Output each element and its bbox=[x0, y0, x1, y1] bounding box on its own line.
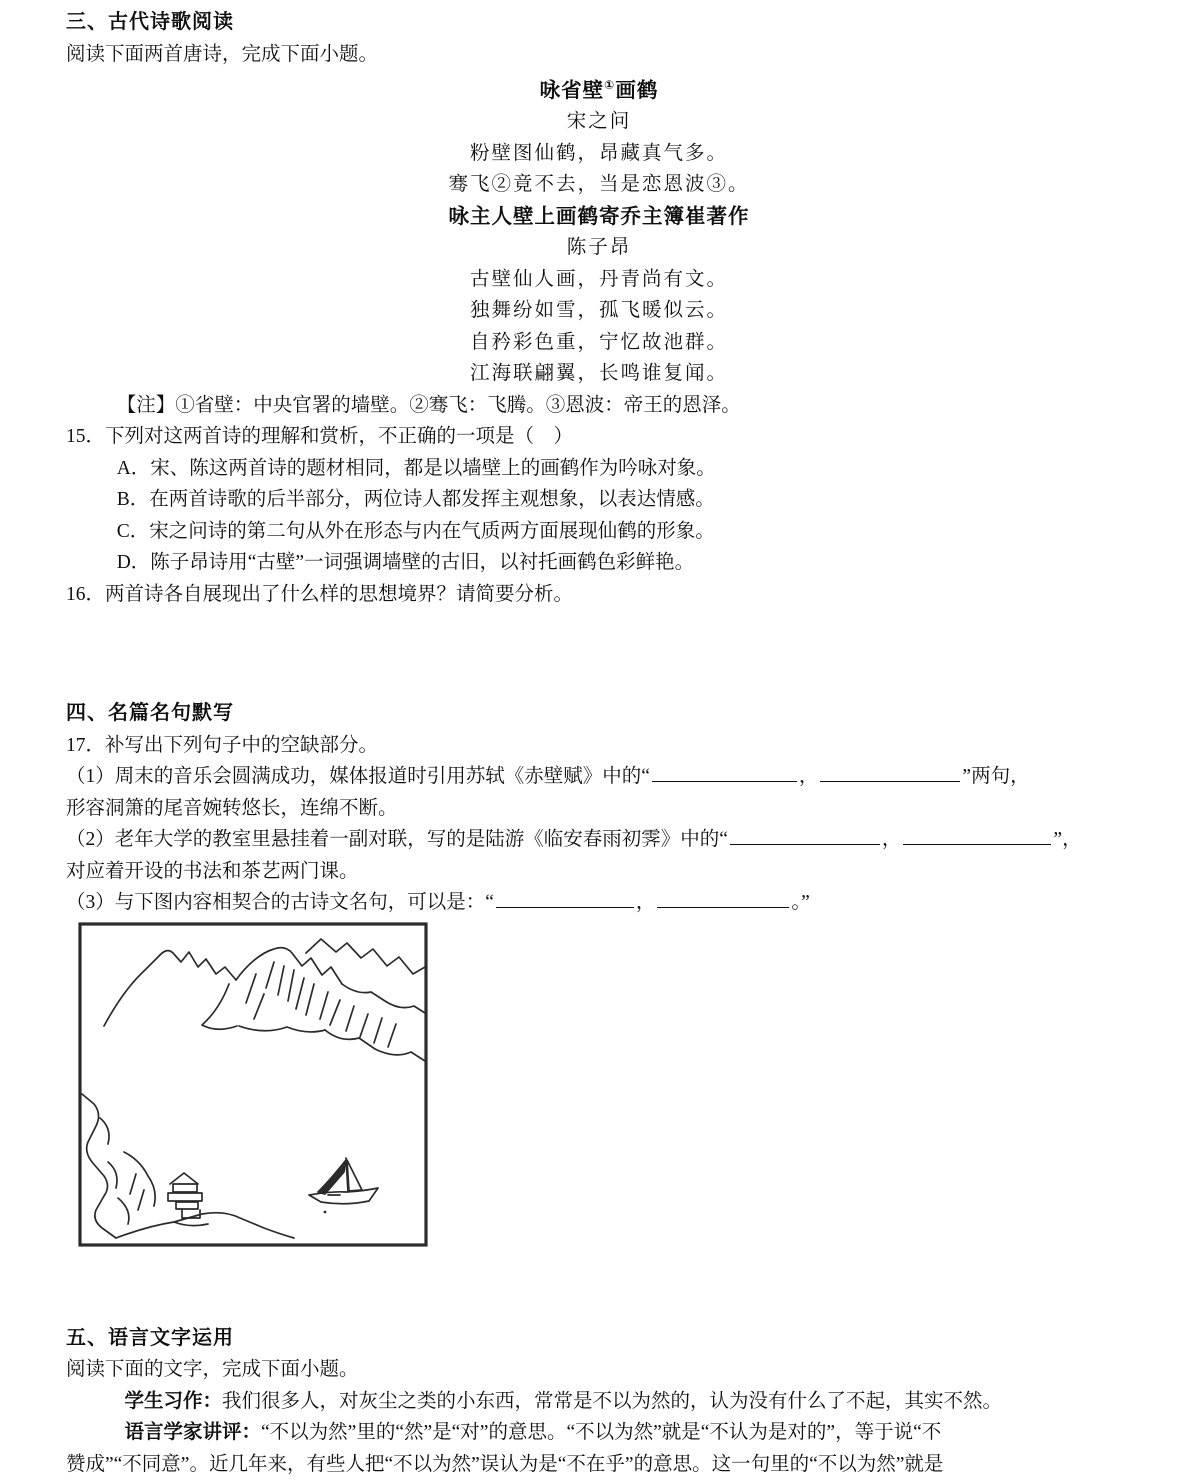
section4-heading: 四、名篇名句默写 bbox=[66, 702, 234, 725]
poem2-title: 咏主人壁上画鹤寄乔主簿崔著作 bbox=[448, 204, 750, 228]
linguist-comment-line2: 赞成”“不同意”。近几年来，有些人把“不以为然”误认为是“不在乎”的意思。这一句里的“不以为然”就是 bbox=[66, 1453, 944, 1475]
poem1-line: 粉壁图仙鹤，昂藏真气多。 bbox=[469, 142, 728, 164]
fill-item-2-sep: ， bbox=[881, 829, 902, 851]
poem2-line: 独舞纷如雪，孤飞暖似云。 bbox=[469, 300, 728, 322]
poem2-line: 江海联翩翼，长鸣谁复闻。 bbox=[469, 363, 728, 385]
question15-stem: 15．下列对这两首诗的理解和赏析，不正确的一项是（ ） bbox=[66, 426, 574, 448]
answer-blank bbox=[903, 825, 1051, 845]
fill-item-3-post: 。” bbox=[791, 892, 810, 914]
answer-writing-space bbox=[66, 610, 1132, 698]
section5-heading: 五、语言文字运用 bbox=[66, 1326, 234, 1349]
fill-item-3-sep: ， bbox=[635, 892, 656, 914]
fill-item-1 bbox=[66, 761, 1132, 793]
linguist-comment-line1 bbox=[66, 1417, 1132, 1449]
linguist-comment-text1: “不以为然”里的“然”是“对”的意思。“不以为然”就是“不认为是对的”，等于说“不 bbox=[261, 1422, 942, 1444]
answer-blank bbox=[730, 825, 880, 845]
section3-heading: 三、古代诗歌阅读 bbox=[66, 11, 234, 33]
poem1-title-main: 咏省壁 bbox=[539, 78, 605, 102]
section-language-use bbox=[66, 1323, 1132, 1480]
poem-footnote: 【注】①省壁：中央官署的墙壁。②骞飞：飞腾。③恩波：帝王的恩泽。 bbox=[116, 394, 741, 416]
question15-option-a: A．宋、陈这两首诗的题材相同，都是以墙壁上的画鹤作为吟咏对象。 bbox=[116, 457, 716, 479]
answer-blank bbox=[496, 888, 634, 908]
fill-item-2 bbox=[66, 824, 1132, 856]
poem1-title-tail: 画鹤 bbox=[615, 78, 659, 102]
landscape-sketch-icon bbox=[78, 922, 428, 1247]
answer-blank bbox=[657, 888, 789, 908]
landscape-figure bbox=[78, 922, 428, 1247]
linguist-comment-label: 语言学家讲评： bbox=[124, 1421, 262, 1444]
fill-item-1-continued: 形容洞箫的尾音婉转悠长，连绵不断。 bbox=[66, 797, 398, 819]
question15-option-c: C．宋之问诗的第二句从外在形态与内在气质两方面展现仙鹤的形象。 bbox=[116, 520, 715, 542]
student-writing-text: 我们很多人，对灰尘之类的小东西，常常是不以为然的，认为没有什么了不起，其实不然。 bbox=[222, 1390, 1003, 1412]
section-dictation bbox=[66, 698, 1132, 1247]
sailboat bbox=[309, 1158, 378, 1213]
poem1-line: 骞飞②竟不去，当是恋恩波③。 bbox=[448, 174, 750, 196]
fill-item-1-pre: （1）周末的音乐会圆满成功，媒体报道时引用苏轼《赤壁赋》中的“ bbox=[66, 766, 650, 788]
section3-intro: 阅读下面两首唐诗，完成下面小题。 bbox=[66, 43, 379, 65]
question15-option-d: D．陈子昂诗用“古壁”一词强调墙壁的古旧，以衬托画鹤色彩鲜艳。 bbox=[116, 552, 695, 574]
answer-blank bbox=[652, 762, 797, 782]
mountains bbox=[104, 939, 425, 1061]
student-writing-label: 学生习作： bbox=[124, 1389, 223, 1412]
fill-item-3 bbox=[66, 887, 1132, 919]
fill-item-2-continued: 对应着开设的书法和茶艺两门课。 bbox=[66, 860, 359, 882]
section5-intro: 阅读下面的文字，完成下面小题。 bbox=[66, 1359, 359, 1381]
cliff-with-pavilion bbox=[82, 1094, 294, 1238]
poem2-line: 自矜彩色重，宁忆故池群。 bbox=[469, 331, 728, 353]
poem1-author: 宋之问 bbox=[566, 111, 632, 133]
poem2-author: 陈子昂 bbox=[566, 237, 632, 259]
fill-item-1-post: ”两句， bbox=[962, 766, 1030, 788]
poem1-title-note-ref: ① bbox=[604, 78, 616, 92]
poem1-title bbox=[66, 70, 1132, 106]
question17-stem: 17．补写出下列句子中的空缺部分。 bbox=[66, 734, 379, 756]
fill-item-2-pre: （2）老年大学的教室里悬挂着一副对联，写的是陆游《临安春雨初霁》中的“ bbox=[66, 829, 728, 851]
figure-frame bbox=[80, 924, 426, 1245]
answer-blank bbox=[820, 762, 960, 782]
fill-item-1-sep: ， bbox=[798, 766, 819, 788]
section-poetry-reading bbox=[66, 7, 1132, 610]
fill-item-3-pre: （3）与下图内容相契合的古诗文名句，可以是：“ bbox=[66, 892, 494, 914]
student-writing-line bbox=[66, 1386, 1132, 1418]
poem2-line: 古壁仙人画，丹青尚有文。 bbox=[469, 268, 728, 290]
question15-option-b: B．在两首诗歌的后半部分，两位诗人都发挥主观想象，以表达情感。 bbox=[116, 489, 715, 511]
fill-item-2-post: ”， bbox=[1053, 829, 1082, 851]
question16-stem: 16．两首诗各自展现出了什么样的思想境界？请简要分析。 bbox=[66, 583, 574, 605]
